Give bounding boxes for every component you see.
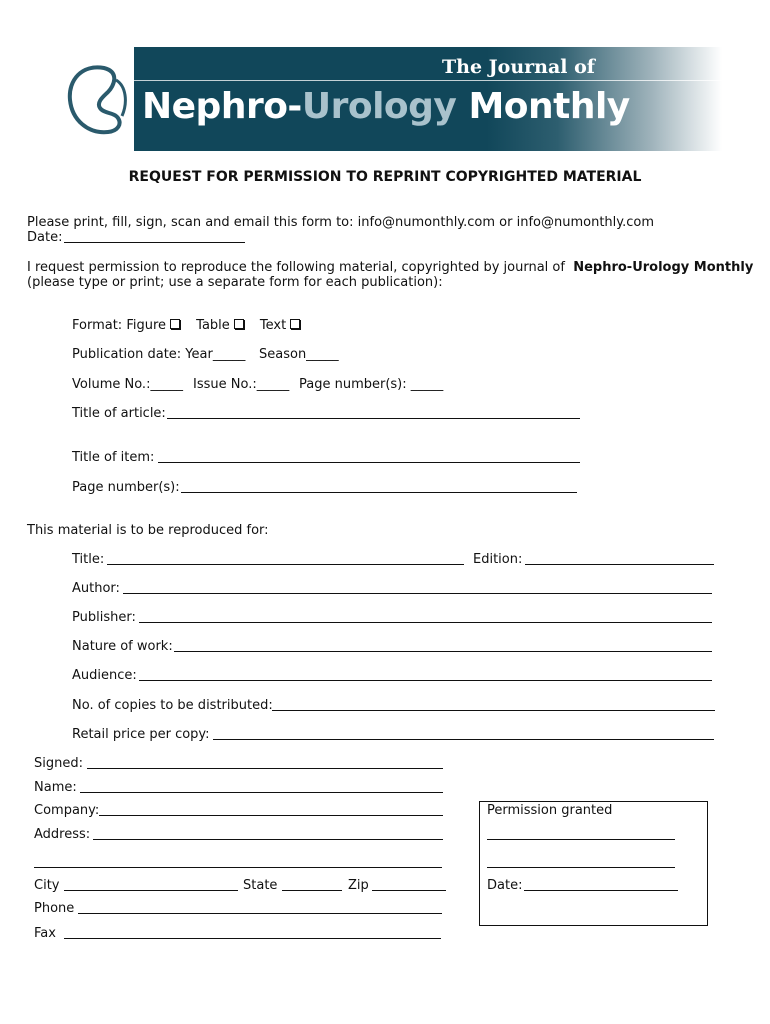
state-field[interactable] xyxy=(282,890,342,891)
format-text-label: Text xyxy=(259,318,287,333)
publisher-label: Publisher: xyxy=(72,610,136,625)
price-field[interactable] xyxy=(213,739,714,740)
repro-title-field[interactable] xyxy=(107,564,464,565)
edition-label: Edition: xyxy=(473,552,523,567)
address-field-2[interactable] xyxy=(34,867,442,868)
title-part-2: Urology xyxy=(301,86,457,127)
edition-field[interactable] xyxy=(525,564,714,565)
format-figure-label: Format: Figure xyxy=(72,318,167,333)
phone-field[interactable] xyxy=(78,913,442,914)
company-label: Company: xyxy=(34,803,100,818)
volume-field[interactable]: Volume No.:_____ xyxy=(72,377,183,392)
form-title: REQUEST FOR PERMISSION TO REPRINT COPYRIGHTED MATERIAL xyxy=(128,169,642,185)
article-title-field[interactable] xyxy=(167,418,580,419)
copies-label: No. of copies to be distributed: xyxy=(72,698,273,713)
instructions: Please print, fill, sign, scan and email this form to: info@numonthly.com or info@numonthly.com xyxy=(27,215,655,230)
text-checkbox[interactable] xyxy=(290,319,300,329)
article-title-label: Title of article: xyxy=(72,406,166,421)
permission-granted-label: Permission granted xyxy=(487,803,613,818)
permission-field-1[interactable] xyxy=(487,839,675,840)
fax-label: Fax xyxy=(34,926,56,941)
zip-field[interactable] xyxy=(372,890,446,891)
repro-title-label: Title: xyxy=(72,552,105,567)
permission-date-label: Date: xyxy=(487,878,523,893)
publication-year-field[interactable]: Publication date: Year_____ xyxy=(72,347,246,362)
signed-label: Signed: xyxy=(34,756,83,771)
address-field[interactable] xyxy=(93,839,443,840)
name-label: Name: xyxy=(34,780,77,795)
table-checkbox[interactable] xyxy=(234,319,244,329)
company-field[interactable] xyxy=(99,815,443,816)
audience-label: Audience: xyxy=(72,668,137,683)
format-row xyxy=(72,318,300,333)
address-label: Address: xyxy=(34,827,91,842)
reproduction-intro: This material is to be reproduced for: xyxy=(27,523,269,538)
price-label: Retail price per copy: xyxy=(72,727,210,742)
request-text-body: I request permission to reproduce the following material, copyrighted by journal of xyxy=(27,260,565,275)
author-field[interactable] xyxy=(123,593,712,594)
zip-label: Zip xyxy=(348,878,369,893)
issue-field[interactable]: Issue No.:_____ xyxy=(193,377,290,392)
journal-name: Nephro-Urology Monthly xyxy=(573,260,754,275)
permission-field-2[interactable] xyxy=(487,867,675,868)
author-label: Author: xyxy=(72,581,120,596)
date-label: Date: xyxy=(27,230,63,245)
copies-field[interactable] xyxy=(272,710,715,711)
figure-checkbox[interactable] xyxy=(170,319,180,329)
city-label: City xyxy=(34,878,60,893)
journal-title xyxy=(142,86,630,127)
request-text xyxy=(27,260,753,275)
item-title-label: Title of item: xyxy=(72,450,155,465)
journal-prefix: The Journal of xyxy=(442,56,595,78)
permission-box xyxy=(479,801,708,926)
audience-field[interactable] xyxy=(139,680,712,681)
season-field[interactable]: Season_____ xyxy=(259,347,339,362)
kidney-logo-icon xyxy=(64,62,136,152)
pages-label: Page number(s): xyxy=(72,480,180,495)
phone-label: Phone xyxy=(34,901,75,916)
request-text-2: (please type or print; use a separate form for each publication): xyxy=(27,275,443,290)
city-field[interactable] xyxy=(64,890,238,891)
nature-label: Nature of work: xyxy=(72,639,173,654)
name-field[interactable] xyxy=(80,792,443,793)
permission-date-field[interactable] xyxy=(524,890,678,891)
date-field[interactable] xyxy=(64,242,245,243)
nature-field[interactable] xyxy=(174,651,712,652)
page-number-field[interactable]: Page number(s): _____ xyxy=(299,377,444,392)
state-label: State xyxy=(243,878,278,893)
signed-field[interactable] xyxy=(87,768,443,769)
banner-rule xyxy=(134,80,722,81)
format-table-label: Table xyxy=(196,318,230,333)
title-part-3: Monthly xyxy=(456,86,630,127)
title-part-1: Nephro- xyxy=(142,86,302,127)
publisher-field[interactable] xyxy=(139,622,712,623)
fax-field[interactable] xyxy=(64,938,441,939)
item-title-field[interactable] xyxy=(158,462,580,463)
pages-field[interactable] xyxy=(181,492,577,493)
